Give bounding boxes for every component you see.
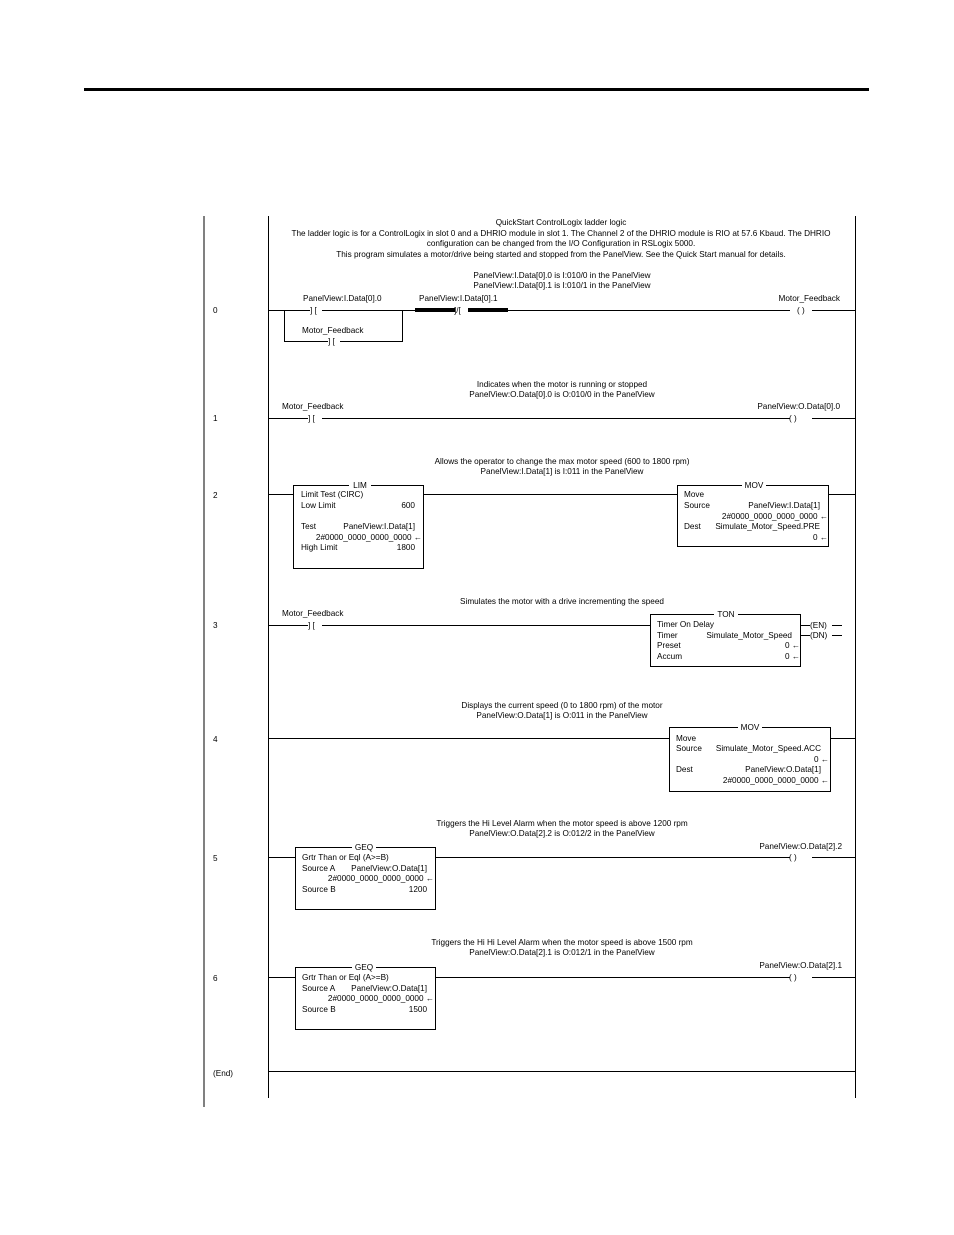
rung-comment xyxy=(460,597,664,606)
coil-icon: ( ) xyxy=(797,306,805,315)
rung-number: 6 xyxy=(213,974,218,983)
rung-number: 2 xyxy=(213,491,218,500)
rung-0 xyxy=(213,271,855,346)
svg-text:Timer: Timer xyxy=(657,631,678,640)
instruction-title: MOV xyxy=(744,481,764,490)
coil-tag: PanelView:O.Data[2].1 xyxy=(759,961,842,970)
svg-text:PanelView:I.Data[1]: PanelView:I.Data[1] xyxy=(343,522,415,531)
svg-text:Source B: Source B xyxy=(302,1005,336,1014)
coil-tag: PanelView:O.Data[2].2 xyxy=(759,842,842,851)
xic-contact-icon: ] [ xyxy=(308,414,315,423)
instruction-title: MOV xyxy=(740,723,760,732)
svg-text:Displays the current speed (0: Displays the current speed (0 to 1800 rpm) of the motor xyxy=(461,701,663,710)
svg-text:Test: Test xyxy=(301,522,317,531)
svg-text:Dest: Dest xyxy=(676,765,693,774)
svg-text:2#0000_0000_0000_0000 ←: 2#0000_0000_0000_0000 ← xyxy=(327,994,434,1003)
svg-text:Allows the operator to change: Allows the operator to change the max motor speed (600 to 1800 rpm) xyxy=(434,457,690,466)
svg-text:PanelView:O.Data[2].2 is O:012: PanelView:O.Data[2].2 is O:012/2 in the PanelView xyxy=(469,829,655,838)
svg-text:Source A: Source A xyxy=(302,864,336,873)
svg-text:Move: Move xyxy=(684,490,705,499)
svg-text:Timer On Delay: Timer On Delay xyxy=(657,620,715,629)
rung-comment xyxy=(469,380,654,399)
contact-tag: Motor_Feedback xyxy=(302,326,364,335)
header-line: The ladder logic is for a ControlLogix in slot 0 and a DHRIO module in slot 1. The Channel 2 of the DHRIO module is RIO at 57.6 Kbaud. The DHRIO xyxy=(291,229,831,238)
svg-text:High Limit: High Limit xyxy=(301,543,338,552)
rung-comment xyxy=(431,938,693,957)
svg-text:Source B: Source B xyxy=(302,885,336,894)
svg-text:Simulate_Motor_Speed.PRE: Simulate_Motor_Speed.PRE xyxy=(715,522,820,531)
xio-contact-icon: ]/[ xyxy=(454,306,461,315)
rung-6 xyxy=(213,938,855,1030)
header-title: QuickStart ControlLogix ladder logic xyxy=(495,218,627,227)
rung-number: 3 xyxy=(213,621,218,630)
rung-number: 4 xyxy=(213,735,218,744)
svg-text:Triggers the Hi Level Alarm wh: Triggers the Hi Level Alarm when the motor speed is above 1200 rpm xyxy=(436,819,688,828)
svg-text:2#0000_0000_0000_0000 ←: 2#0000_0000_0000_0000 ← xyxy=(721,512,828,521)
instruction-title: GEQ xyxy=(354,963,374,972)
rung-number: 1 xyxy=(213,414,218,423)
svg-text:PanelView:I.Data[0].0 is I:010: PanelView:I.Data[0].0 is I:010/0 in the PanelView xyxy=(473,271,651,280)
coil-icon: ( ) xyxy=(789,853,797,862)
geq-block xyxy=(302,843,434,894)
svg-text:1200: 1200 xyxy=(408,885,427,894)
rung-2 xyxy=(213,457,855,569)
svg-text:PanelView:O.Data[1] is O:011 i: PanelView:O.Data[1] is O:011 in the PanelView xyxy=(476,711,648,720)
page-rule xyxy=(84,88,869,91)
coil-icon: ( ) xyxy=(789,973,797,982)
xic-contact-icon: ] [ xyxy=(310,306,317,315)
rung-3 xyxy=(213,597,842,667)
end-rung xyxy=(213,1069,855,1078)
svg-text:1800: 1800 xyxy=(396,543,415,552)
energized-highlight xyxy=(468,308,508,312)
svg-text:Source: Source xyxy=(676,744,702,753)
svg-text:PanelView:I.Data[1] is I:011 i: PanelView:I.Data[1] is I:011 in the PanelView xyxy=(480,467,644,476)
svg-text:PanelView:O.Data[1]: PanelView:O.Data[1] xyxy=(351,864,427,873)
svg-text:Accum: Accum xyxy=(657,652,683,661)
header-comment xyxy=(292,218,831,259)
svg-text:0 ←: 0 ← xyxy=(784,641,800,650)
svg-text:Preset: Preset xyxy=(657,641,681,650)
contact-tag: PanelView:I.Data[0].0 xyxy=(303,294,382,303)
en-output: (EN) xyxy=(810,621,827,630)
svg-text:Simulates the motor with a dri: Simulates the motor with a drive incrementing the speed xyxy=(460,597,664,606)
contact-tag: Motor_Feedback xyxy=(282,402,344,411)
svg-text:2#0000_0000_0000_0000 ←: 2#0000_0000_0000_0000 ← xyxy=(327,874,434,883)
mov-block xyxy=(684,481,828,542)
rung-number: 0 xyxy=(213,306,218,315)
geq-block xyxy=(302,963,434,1014)
instruction-title: GEQ xyxy=(354,843,374,852)
lim-block xyxy=(301,481,422,552)
contact-tag: PanelView:I.Data[0].1 xyxy=(419,294,498,303)
svg-text:Triggers the Hi Hi Level Alarm: Triggers the Hi Hi Level Alarm when the motor speed is above 1500 rpm xyxy=(431,938,693,947)
rung-comment xyxy=(435,457,690,476)
svg-text:PanelView:O.Data[2].1 is O:012: PanelView:O.Data[2].1 is O:012/1 in the PanelView xyxy=(469,948,655,957)
xic-contact-icon: ] [ xyxy=(328,337,335,346)
coil-tag: PanelView:O.Data[0].0 xyxy=(757,402,840,411)
svg-text:2#0000_0000_0000_0000 ←: 2#0000_0000_0000_0000 ← xyxy=(722,776,829,785)
coil-tag: Motor_Feedback xyxy=(778,294,840,303)
svg-text:Source: Source xyxy=(684,501,710,510)
header-line: configuration can be changed from the I/O Configuration in RSLogix 5000. xyxy=(426,239,696,248)
svg-text:Move: Move xyxy=(676,734,697,743)
instruction-title: LIM xyxy=(353,481,367,490)
svg-text:PanelView:O.Data[1]: PanelView:O.Data[1] xyxy=(745,765,821,774)
rung-comment xyxy=(436,819,688,838)
svg-text:PanelView:I.Data[0].1 is I:010: PanelView:I.Data[0].1 is I:010/1 in the PanelView xyxy=(473,281,651,290)
svg-text:Low Limit: Low Limit xyxy=(301,501,336,510)
svg-text:Simulate_Motor_Speed: Simulate_Motor_Speed xyxy=(706,631,792,640)
contact-tag: Motor_Feedback xyxy=(282,609,344,618)
svg-text:Limit Test (CIRC): Limit Test (CIRC) xyxy=(301,490,364,499)
rung-comment xyxy=(473,271,650,290)
svg-text:1500: 1500 xyxy=(408,1005,427,1014)
rung-1 xyxy=(213,380,855,423)
rung-4 xyxy=(213,701,855,792)
mov-block xyxy=(676,723,829,785)
svg-text:PanelView:O.Data[1]: PanelView:O.Data[1] xyxy=(351,984,427,993)
svg-text:Source A: Source A xyxy=(302,984,336,993)
svg-text:Indicates when the motor is ru: Indicates when the motor is running or stopped xyxy=(476,380,648,389)
coil-icon: ( ) xyxy=(789,414,797,423)
svg-text:600: 600 xyxy=(401,501,415,510)
rung-5 xyxy=(213,819,855,910)
instruction-title: TON xyxy=(717,610,735,619)
svg-text:PanelView:I.Data[1]: PanelView:I.Data[1] xyxy=(748,501,820,510)
svg-text:0 ←: 0 ← xyxy=(813,755,829,764)
dn-output: (DN) xyxy=(810,631,828,640)
svg-text:0 ←: 0 ← xyxy=(812,533,828,542)
svg-text:PanelView:O.Data[0].0 is O:010: PanelView:O.Data[0].0 is O:010/0 in the PanelView xyxy=(469,390,655,399)
svg-text:Grtr Than or Eql (A>=B): Grtr Than or Eql (A>=B) xyxy=(302,853,389,862)
xic-contact-icon: ] [ xyxy=(308,621,315,630)
svg-text:0 ←: 0 ← xyxy=(784,652,800,661)
svg-text:Simulate_Motor_Speed.ACC: Simulate_Motor_Speed.ACC xyxy=(715,744,821,753)
svg-text:2#0000_0000_0000_0000 ←: 2#0000_0000_0000_0000 ← xyxy=(315,533,422,542)
energized-highlight xyxy=(415,308,455,312)
rung-number: (End) xyxy=(213,1069,234,1078)
header-line: This program simulates a motor/drive being started and stopped from the PanelView. See the Quick Start manual for details. xyxy=(336,250,786,259)
svg-text:Dest: Dest xyxy=(684,522,701,531)
rung-number: 5 xyxy=(213,854,218,863)
rung-comment xyxy=(461,701,662,720)
svg-text:Grtr Than or Eql (A>=B): Grtr Than or Eql (A>=B) xyxy=(302,973,389,982)
